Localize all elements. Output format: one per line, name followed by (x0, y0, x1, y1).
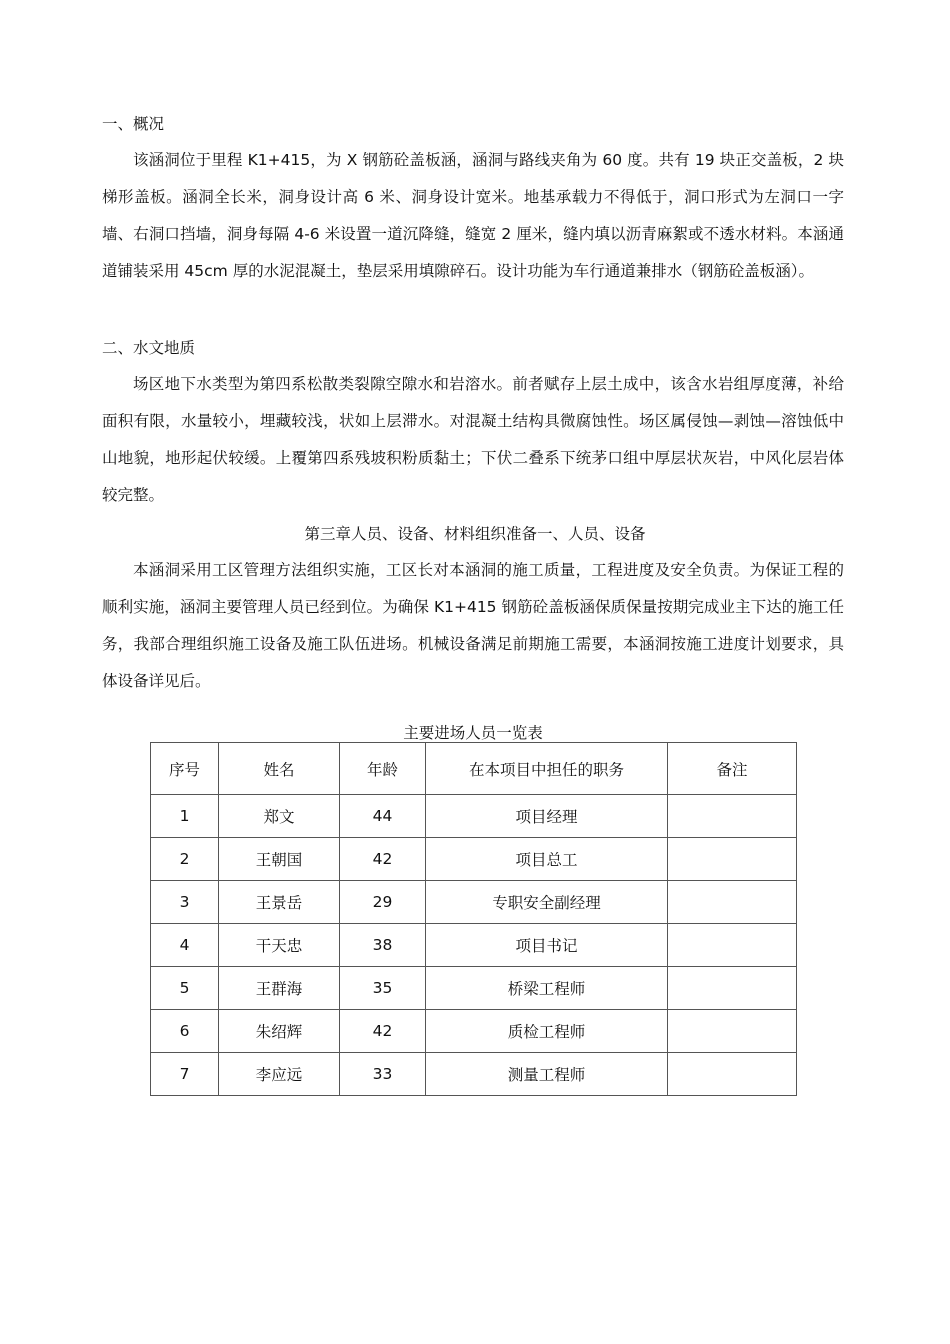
cell-name: 王群海 (219, 967, 340, 1010)
cell-name: 郑文 (219, 795, 340, 838)
cell-name: 干天忠 (219, 924, 340, 967)
cell-remarks (668, 1053, 797, 1096)
header-name: 姓名 (219, 743, 340, 795)
table-row (151, 924, 797, 967)
table-title: 主要进场人员一览表 (403, 724, 543, 742)
cell-age: 35 (340, 967, 426, 1010)
header-age: 年龄 (340, 743, 426, 795)
cell-remarks (668, 967, 797, 1010)
cell-position: 专职安全副经理 (426, 881, 668, 924)
overview-paragraph: 该涵洞位于里程 K1+415，为 X 钢筋砼盖板涵，涵洞与路线夹角为 60 度。共有 19 块正交盖板，2 块梯形盖板。涵洞全长米，洞身设计高 6 米、洞身设计宽米。地基承载力不得低于，洞口形式为左洞口一字墙、右洞口挡墙，洞身每隔 4-6 米设置一道沉降缝，缝宽 2 厘米，缝内填以沥青麻絮或不透水材料。本涵通道铺装采用 45cm 厚的水泥混凝土，垫层采用填隙碎石。设计功能为车行通道兼排水（钢筋砼盖板涵）。 (102, 151, 844, 280)
cell-name: 李应远 (219, 1053, 340, 1096)
cell-position: 项目书记 (426, 924, 668, 967)
chapter-title: 第三章人员、设备、材料组织准备一、人员、设备 (304, 525, 646, 543)
cell-index: 3 (151, 881, 219, 924)
table-row (151, 1053, 797, 1096)
cell-age: 38 (340, 924, 426, 967)
cell-remarks (668, 881, 797, 924)
cell-age: 44 (340, 795, 426, 838)
cell-name: 王景岳 (219, 881, 340, 924)
cell-name: 王朝国 (219, 838, 340, 881)
cell-index: 4 (151, 924, 219, 967)
cell-age: 33 (340, 1053, 426, 1096)
cell-position: 桥梁工程师 (426, 967, 668, 1010)
cell-age: 42 (340, 1010, 426, 1053)
cell-position: 项目经理 (426, 795, 668, 838)
cell-remarks (668, 795, 797, 838)
cell-index: 7 (151, 1053, 219, 1096)
hydrogeology-paragraph: 场区地下水类型为第四系松散类裂隙空隙水和岩溶水。前者赋存上层土成中，该含水岩组厚度薄，补给面积有限，水量较小，埋藏较浅，状如上层滞水。对混凝土结构具微腐蚀性。场区属侵蚀—剥蚀—溶蚀低中山地貌，地形起伏较缓。上覆第四系残坡积粉质黏土；下伏二叠系下统茅口组中厚层状灰岩，中风化层岩体较完整。 (102, 375, 844, 504)
cell-remarks (668, 838, 797, 881)
cell-age: 29 (340, 881, 426, 924)
cell-position: 项目总工 (426, 838, 668, 881)
section-heading-overview: 一、概况 (102, 115, 165, 133)
cell-age: 42 (340, 838, 426, 881)
cell-index: 6 (151, 1010, 219, 1053)
cell-position: 测量工程师 (426, 1053, 668, 1096)
cell-index: 1 (151, 795, 219, 838)
cell-remarks (668, 1010, 797, 1053)
table-row (151, 881, 797, 924)
cell-index: 2 (151, 838, 219, 881)
header-position: 在本项目中担任的职务 (426, 743, 668, 795)
cell-name: 朱绍辉 (219, 1010, 340, 1053)
cell-remarks (668, 924, 797, 967)
cell-position: 质检工程师 (426, 1010, 668, 1053)
header-index: 序号 (151, 743, 219, 795)
chapter-paragraph: 本涵洞采用工区管理方法组织实施，工区长对本涵洞的施工质量，工程进度及安全负责。为保证工程的顺利实施，涵洞主要管理人员已经到位。为确保 K1+415 钢筋砼盖板涵保质保量按期完成业主下达的施工任务，我部合理组织施工设备及施工队伍进场。机械设备满足前期施工需要，本涵洞按施工进度计划要求，具体设备详见后。 (102, 561, 844, 690)
table-row (151, 1010, 797, 1053)
staff-table (150, 742, 797, 1096)
table-row (151, 838, 797, 881)
table-header-row (151, 743, 797, 795)
table-row (151, 967, 797, 1010)
section-heading-hydrogeology: 二、水文地质 (102, 339, 196, 357)
cell-index: 5 (151, 967, 219, 1010)
header-remarks: 备注 (668, 743, 797, 795)
table-row (151, 795, 797, 838)
